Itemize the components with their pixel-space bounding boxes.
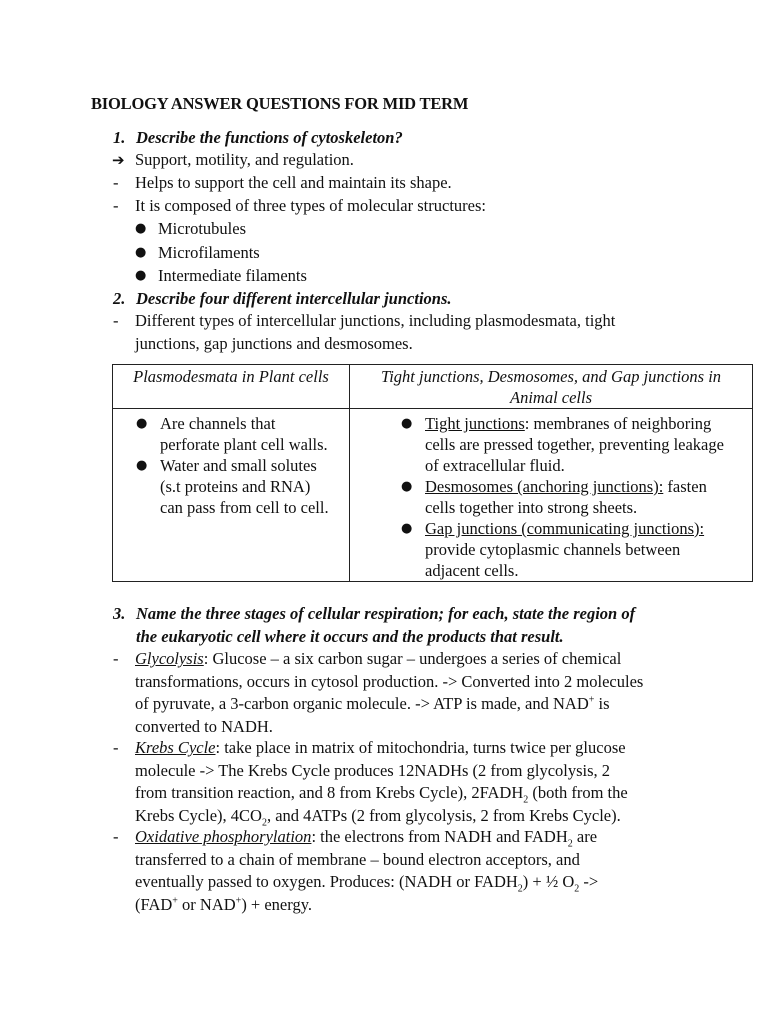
table-cell-plasmodesmata <box>113 409 350 582</box>
list-item: ● Water and small solutes (s.t proteins and RNA) can pass from cell to cell. <box>136 456 329 517</box>
bullet-icon: ● <box>136 416 148 431</box>
table-row <box>113 409 753 582</box>
junctions-table <box>112 364 753 582</box>
question-1 <box>113 127 403 150</box>
bullet-icon: ● <box>136 458 148 473</box>
bullet-icon: ● <box>401 521 413 536</box>
question-text: Describe the functions of cytoskeleton? <box>136 128 403 147</box>
dash-item-text: It is composed of three types of molecular structures: <box>135 196 486 215</box>
table-header-row <box>113 365 753 409</box>
question-text: Describe four different intercellular junctions. <box>136 289 452 308</box>
question-3: 3. Name the three stages of cellular respiration; for each, state the region of the eukaryotic cell where it occurs and the products that result. <box>113 604 636 646</box>
question-text: Name the three stages of cellular respiration; for each, state the region of <box>136 604 636 623</box>
table-cell-animal-junctions <box>350 409 753 582</box>
term-oxidative-phosphorylation: Oxidative phosphorylation <box>135 827 312 846</box>
summary-text: Support, motility, and regulation. <box>135 150 354 169</box>
table-header-animal-junctions: Tight junctions, Desmosomes, and Gap junctions in Animal cells <box>350 365 753 409</box>
list-item: ● Desmosomes (anchoring junctions): fasten cells together into strong sheets. <box>401 477 707 517</box>
table-header-plasmodesmata: Plasmodesmata in Plant cells <box>113 365 350 409</box>
question-2 <box>113 288 452 311</box>
term-glycolysis: Glycolysis <box>135 649 204 668</box>
document-page: BIOLOGY ANSWER QUESTIONS FOR MID TERM 1. Describe the functions of cytoskeleton? ➔ Support, motility, and regulation. - Helps to support the cell and maintain its shape. - It is composed of three types of molecular structures: ● Microtubules ● Microfilaments ● Intermediate filaments 2. Describe four different intercellular junctions. - Different types of intercellular junctions, including plasmodesmata, tight junctions, gap junctions and desmosomes. Plasmodesmata in Plant cells Tight junctions, Desmosomes, and Gap junctions in Animal cells ● Are channels that perforate plant cell walls. ● Water and small solutes (s.t proteins and RNA) can pass from cell to cell. ● Tight junctions: membranes of neighboring cells are pressed together, preventing leakage of extracellular fluid. ● Desmosomes (anchoring junctions): fasten cells together into strong sheets. ● Gap junctions (communicating junctions): provide cytoplasmic channels between adjacent cells. 3. Name the three stages of cellular respiration; for each, state the region of the eukaryotic cell where it occurs and the products that result. - Glycolysis: Glucose – a six carbon sugar – undergoes a series of chemical transformations, occurs in cytosol production. -> Converted into 2 molecules of pyruvate, a 3-carbon organic molecule. -> ATP is made, and NAD+ is converted to NADH. - Krebs Cycle: take place in matrix of mitochondria, turns twice per glucose molecule -> The Krebs Cycle produces 12NADHs (2 from glycolysis, 2 from transition reaction, and 8 from Krebs Cycle), $2FADH_2$ (both from the Krebs Cycle), $4CO_2$, and 4ATPs (2 from glycolysis, 2 from Krebs Cycle). - Oxidative phosphorylation: the electrons from NADH and $FADH_2$ are transferred to a chain of membrane – bound electron acceptors, and eventually passed to oxygen. Produces: (NADH or $FADH_2$) + ½ $O_2$ -> (FAD+ or NAD+) + energy. <box>0 0 768 1024</box>
list-item: ● Tight junctions: membranes of neighboring cells are pressed together, preventing leakage of extracellular fluid. <box>401 414 724 475</box>
bullet-icon: ● <box>135 245 147 260</box>
dash-item-text: Helps to support the cell and maintain its shape. <box>135 173 452 192</box>
question-number: 1. <box>113 128 126 147</box>
question-number: 2. <box>113 289 126 308</box>
question-number: 3. <box>113 604 126 623</box>
right-arrow-icon: ➔ <box>112 151 125 169</box>
bullet-icon: ● <box>401 479 413 494</box>
bullet-icon: ● <box>135 221 147 236</box>
term-krebs-cycle: Krebs Cycle <box>135 738 216 757</box>
bullet-icon: ● <box>135 268 147 283</box>
bullet-icon: ● <box>401 416 413 431</box>
list-item: ● Gap junctions (communicating junctions): provide cytoplasmic channels between adjacent cells. <box>401 519 705 580</box>
list-item: ● Are channels that perforate plant cell walls. <box>136 414 328 454</box>
document-title: BIOLOGY ANSWER QUESTIONS FOR MID TERM <box>91 94 469 113</box>
